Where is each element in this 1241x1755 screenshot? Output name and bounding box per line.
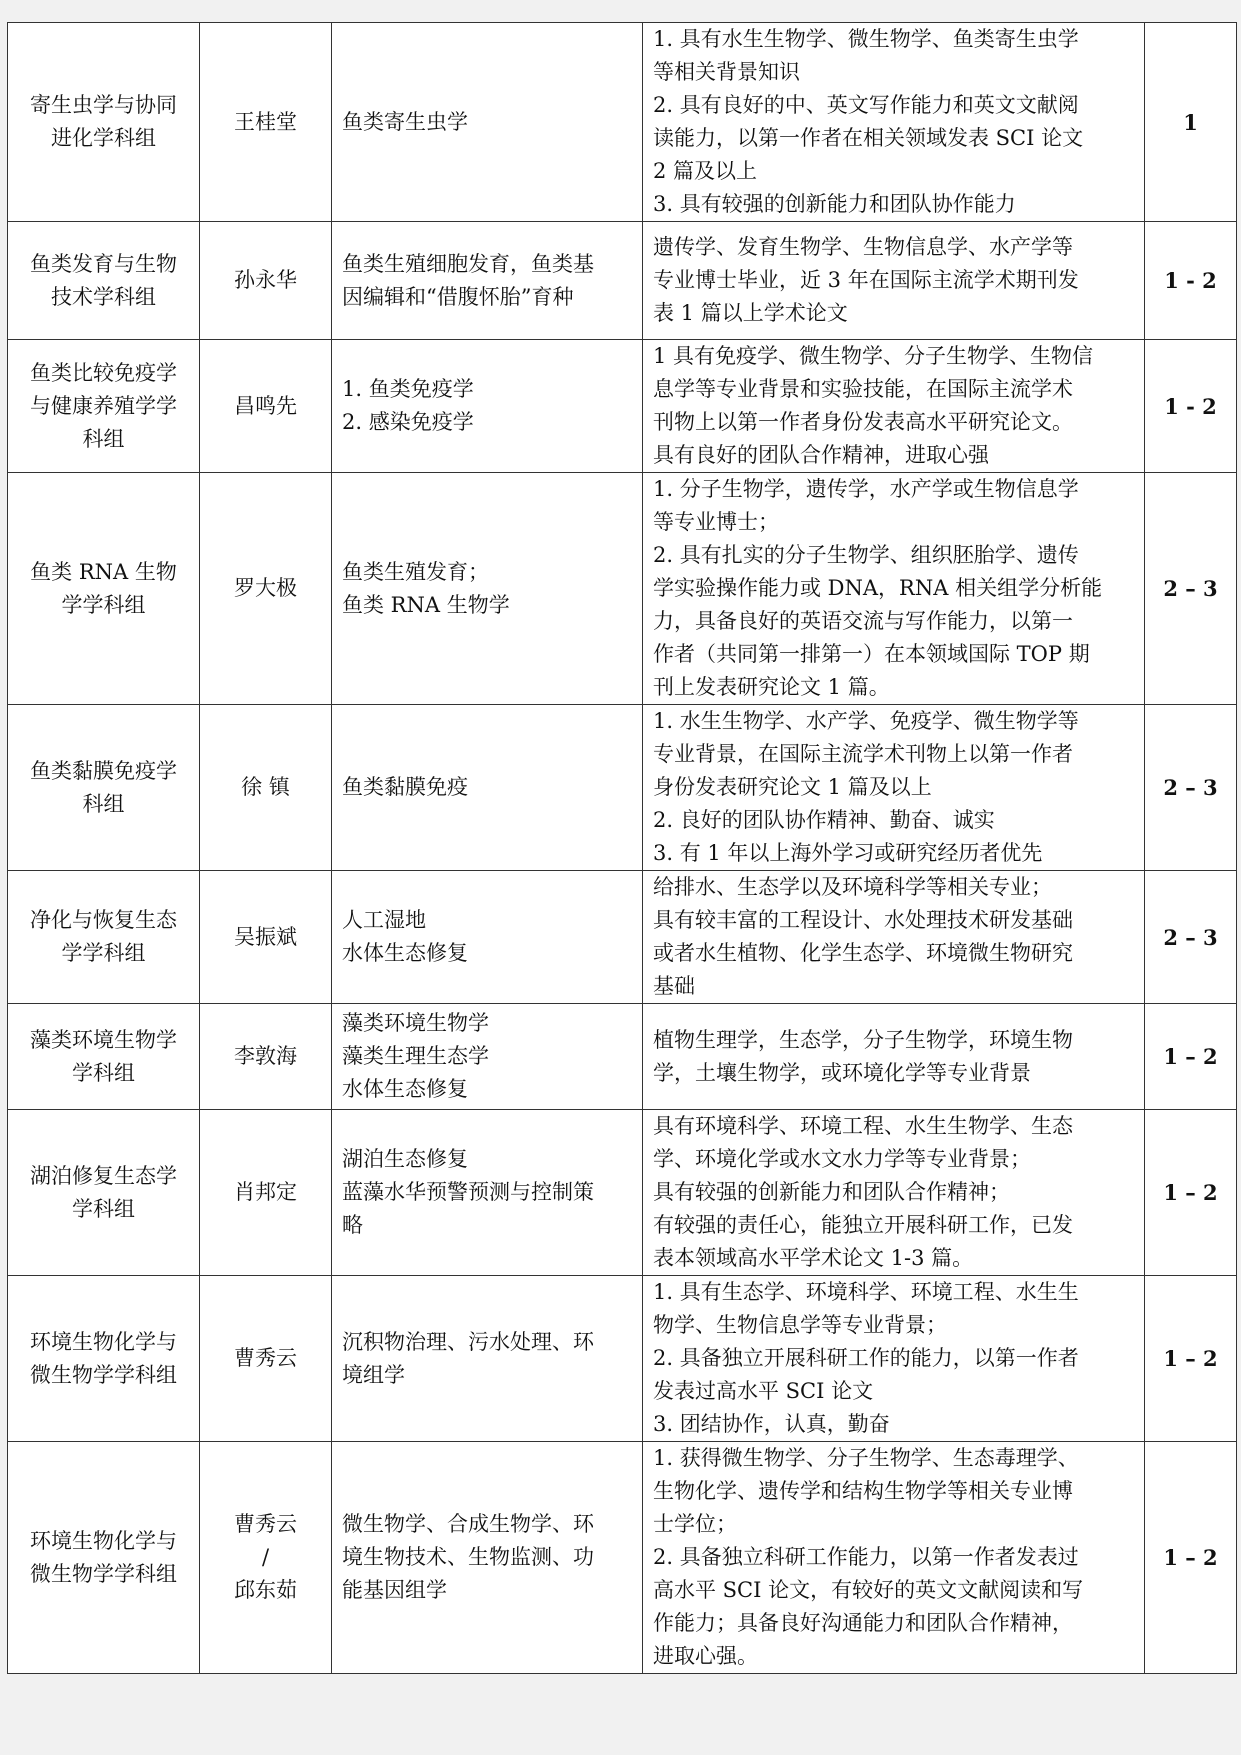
direction-cell-line: 能基因组学 xyxy=(342,1578,447,1602)
direction-cell-line: 1. 鱼类免疫学 xyxy=(342,377,474,401)
requirements-cell-line: 进取心强。 xyxy=(653,1644,758,1668)
group-cell-line: 鱼类 RNA 生物 xyxy=(30,559,177,584)
requirements-cell-line: 1. 具有水生生物学、微生物学、鱼类寄生虫学 xyxy=(653,27,1079,51)
group-cell xyxy=(8,222,200,340)
direction-cell-line: 鱼类黏膜免疫 xyxy=(342,775,468,799)
direction-cell-line: 沉积物治理、污水处理、环 xyxy=(342,1329,594,1354)
requirements-cell-line: 学，土壤生物学，或环境化学等专业背景 xyxy=(653,1060,1031,1085)
requirements-cell-line: 力，具备良好的英语交流与写作能力，以第一 xyxy=(653,609,1073,633)
requirements-cell-line: 具有环境科学、环境工程、水生生物学、生态 xyxy=(653,1114,1073,1138)
requirements-cell-line: 给排水、生态学以及环境科学等相关专业； xyxy=(653,875,1052,899)
direction-cell xyxy=(332,871,643,1004)
requirements-cell xyxy=(643,222,1145,340)
direction-cell xyxy=(332,222,643,340)
requirements-cell-line: 2. 具备独立科研工作能力，以第一作者发表过 xyxy=(653,1545,1079,1569)
recruitment-table xyxy=(7,22,1237,1674)
group-cell xyxy=(8,1004,200,1110)
requirements-cell-line: 1. 分子生物学，遗传学，水产学或生物信息学 xyxy=(653,477,1079,501)
requirements-cell-line: 学实验操作能力或 DNA，RNA 相关组学分析能 xyxy=(653,576,1103,600)
direction-cell-line: 2. 感染免疫学 xyxy=(342,410,474,434)
requirements-cell-line: 2. 具有扎实的分子生物学、组织胚胎学、遗传 xyxy=(653,543,1079,567)
group-cell xyxy=(8,871,200,1004)
headcount-cell: 1 - 2 xyxy=(1145,222,1237,340)
pi-cell xyxy=(200,222,332,340)
headcount-cell: 1 – 2 xyxy=(1145,1276,1237,1442)
requirements-cell xyxy=(643,871,1145,1004)
requirements-cell xyxy=(643,473,1145,705)
requirements-cell-line: 等专业博士； xyxy=(653,510,779,534)
requirements-cell xyxy=(643,1110,1145,1276)
requirements-cell-line: 刊上发表研究论文 1 篇。 xyxy=(653,675,890,699)
requirements-cell-line: 刊物上以第一作者身份发表高水平研究论文。 xyxy=(653,410,1073,434)
pi-cell xyxy=(200,705,332,871)
group-cell-line: 微生物学学科组 xyxy=(30,1561,177,1586)
requirements-cell-line: 3. 具有较强的创新能力和团队协作能力 xyxy=(653,192,1016,216)
group-cell xyxy=(8,23,200,222)
table-row xyxy=(8,1004,1237,1110)
requirements-cell-line: 专业背景，在国际主流学术刊物上以第一作者 xyxy=(653,742,1073,766)
pi-cell-line: 王桂堂 xyxy=(234,109,297,134)
requirements-cell-line: 或者水生植物、化学生态学、环境微生物研究 xyxy=(653,941,1073,965)
group-cell-line: 寄生虫学与协同 xyxy=(30,93,177,117)
group-cell xyxy=(8,340,200,473)
group-cell xyxy=(8,473,200,705)
requirements-cell-line: 士学位； xyxy=(653,1512,737,1536)
headcount-cell: 1 – 2 xyxy=(1145,1004,1237,1110)
requirements-cell xyxy=(643,1442,1145,1674)
table-row xyxy=(8,705,1237,871)
headcount-cell: 1 - 2 xyxy=(1145,340,1237,473)
direction-cell xyxy=(332,1110,643,1276)
direction-cell-line: 藻类环境生物学 xyxy=(342,1011,489,1035)
table-row xyxy=(8,340,1237,473)
pi-cell-line: 邱东茹 xyxy=(234,1578,297,1602)
requirements-cell-line: 读能力，以第一作者在相关领域发表 SCI 论文 xyxy=(653,126,1084,150)
group-cell xyxy=(8,1110,200,1276)
group-cell-line: 学科组 xyxy=(72,1060,135,1085)
group-cell xyxy=(8,1442,200,1674)
requirements-cell-line: 身份发表研究论文 1 篇及以上 xyxy=(653,775,932,799)
direction-cell-line: 藻类生理生态学 xyxy=(342,1044,489,1068)
requirements-cell-line: 具有较强的创新能力和团队合作精神； xyxy=(653,1180,1010,1204)
direction-cell-line: 人工湿地 xyxy=(342,908,426,932)
pi-cell-line: 肖邦定 xyxy=(234,1180,297,1204)
pi-cell-line: 徐 镇 xyxy=(241,775,290,799)
direction-cell xyxy=(332,473,643,705)
requirements-cell-line: 作能力；具备良好沟通能力和团队合作精神， xyxy=(653,1611,1073,1635)
group-cell-line: 鱼类比较免疫学 xyxy=(30,360,177,385)
requirements-cell-line: 2. 良好的团队协作精神、勤奋、诚实 xyxy=(653,808,995,832)
requirements-cell-line: 等相关背景知识 xyxy=(653,60,800,84)
direction-cell xyxy=(332,340,643,473)
pi-cell-line: 昌鸣先 xyxy=(234,393,297,418)
requirements-cell-line: 1 具有免疫学、微生物学、分子生物学、生物信 xyxy=(653,344,1094,368)
requirements-cell-line: 1. 获得微生物学、分子生物学、生态毒理学、 xyxy=(653,1446,1079,1470)
requirements-cell xyxy=(643,340,1145,473)
headcount-cell: 1 xyxy=(1145,23,1237,222)
headcount-cell: 2 – 3 xyxy=(1145,871,1237,1004)
direction-cell-line: 境组学 xyxy=(342,1362,405,1387)
pi-cell-line: 孙永华 xyxy=(234,268,297,292)
group-cell-line: 微生物学学科组 xyxy=(30,1362,177,1387)
group-cell-line: 藻类环境生物学 xyxy=(30,1027,177,1052)
direction-cell-line: 水体生态修复 xyxy=(342,941,468,965)
pi-cell xyxy=(200,1004,332,1110)
requirements-cell-line: 学、环境化学或水文水力学等专业背景； xyxy=(653,1147,1031,1171)
direction-cell xyxy=(332,705,643,871)
direction-cell-line: 鱼类 RNA 生物学 xyxy=(342,592,510,617)
group-cell-line: 学学科组 xyxy=(61,592,146,617)
direction-cell-line: 蓝藻水华预警预测与控制策 xyxy=(342,1180,594,1204)
requirements-cell-line: 1. 具有生态学、环境科学、环境工程、水生生 xyxy=(653,1280,1079,1304)
requirements-cell-line: 基础 xyxy=(653,974,695,998)
requirements-cell xyxy=(643,705,1145,871)
direction-cell xyxy=(332,1004,643,1110)
direction-cell xyxy=(332,1442,643,1674)
table-row xyxy=(8,23,1237,222)
requirements-cell-line: 发表过高水平 SCI 论文 xyxy=(653,1379,874,1403)
pi-cell xyxy=(200,473,332,705)
table-row xyxy=(8,222,1237,340)
requirements-cell-line: 2. 具备独立开展科研工作的能力，以第一作者 xyxy=(653,1346,1079,1370)
group-cell-line: 环境生物化学与 xyxy=(30,1528,177,1553)
requirements-cell-line: 高水平 SCI 论文，有较好的英文文献阅读和写 xyxy=(653,1578,1084,1602)
requirements-cell-line: 1. 水生生物学、水产学、免疫学、微生物学等 xyxy=(653,709,1079,733)
pi-cell xyxy=(200,23,332,222)
pi-cell xyxy=(200,1442,332,1674)
direction-cell-line: 境生物技术、生物监测、功 xyxy=(342,1545,594,1569)
headcount-cell: 1 – 2 xyxy=(1145,1442,1237,1674)
pi-cell xyxy=(200,871,332,1004)
requirements-cell-line: 具有较丰富的工程设计、水处理技术研发基础 xyxy=(653,908,1073,932)
headcount-cell: 2 – 3 xyxy=(1145,473,1237,705)
group-cell-line: 科组 xyxy=(82,426,125,451)
group-cell-line: 学科组 xyxy=(72,1196,135,1221)
group-cell-line: 环境生物化学与 xyxy=(30,1329,177,1354)
direction-cell-line: 湖泊生态修复 xyxy=(342,1147,468,1171)
requirements-cell-line: 3. 有 1 年以上海外学习或研究经历者优先 xyxy=(653,841,1043,865)
requirements-cell-line: 有较强的责任心，能独立开展科研工作，已发 xyxy=(653,1213,1073,1237)
group-cell-line: 与健康养殖学学 xyxy=(30,393,177,418)
table-body xyxy=(8,23,1237,1674)
group-cell-line: 净化与恢复生态 xyxy=(30,908,177,932)
requirements-cell-line: 2 篇及以上 xyxy=(653,159,758,183)
direction-cell-line: 因编辑和“借腹怀胎”育种 xyxy=(342,284,574,309)
requirements-cell xyxy=(643,23,1145,222)
table-row xyxy=(8,1442,1237,1674)
headcount-cell: 1 – 2 xyxy=(1145,1110,1237,1276)
requirements-cell-line: 遗传学、发育生物学、生物信息学、水产学等 xyxy=(653,235,1073,259)
direction-cell-line: 略 xyxy=(342,1213,363,1237)
direction-cell-line: 鱼类生殖细胞发育，鱼类基 xyxy=(342,251,594,276)
requirements-cell-line: 具有良好的团队合作精神，进取心强 xyxy=(653,443,989,467)
requirements-cell-line: 表本领域高水平学术论文 1-3 篇。 xyxy=(653,1246,974,1270)
pi-cell-line: 曹秀云 xyxy=(234,1346,297,1370)
group-cell-line: 鱼类发育与生物 xyxy=(30,251,177,276)
group-cell-line: 科组 xyxy=(82,791,125,816)
requirements-cell-line: 生物化学、遗传学和结构生物学等相关专业博 xyxy=(653,1479,1073,1503)
pi-cell xyxy=(200,1276,332,1442)
pi-cell-line: 曹秀云 xyxy=(234,1512,297,1536)
direction-cell xyxy=(332,23,643,222)
requirements-cell-line: 植物生理学，生态学，分子生物学，环境生物 xyxy=(653,1027,1073,1052)
group-cell-line: 湖泊修复生态学 xyxy=(30,1163,177,1188)
pi-cell-line: 吴振斌 xyxy=(234,924,297,949)
group-cell-line: 鱼类黏膜免疫学 xyxy=(30,758,177,783)
requirements-cell-line: 专业博士毕业，近 3 年在国际主流学术期刊发 xyxy=(653,268,1079,292)
pi-cell-line: / xyxy=(261,1545,270,1569)
requirements-cell xyxy=(643,1276,1145,1442)
direction-cell-line: 鱼类生殖发育； xyxy=(342,559,489,584)
group-cell xyxy=(8,705,200,871)
table-row xyxy=(8,473,1237,705)
pi-cell-line: 罗大极 xyxy=(234,576,297,600)
direction-cell-line: 微生物学、合成生物学、环 xyxy=(342,1512,594,1536)
requirements-cell-line: 息学等专业背景和实验技能，在国际主流学术 xyxy=(653,377,1073,401)
group-cell-line: 学学科组 xyxy=(61,941,146,965)
table-row xyxy=(8,1110,1237,1276)
requirements-cell xyxy=(643,1004,1145,1110)
group-cell-line: 进化学科组 xyxy=(51,126,156,150)
requirements-cell-line: 表 1 篇以上学术论文 xyxy=(653,301,848,325)
pi-cell xyxy=(200,1110,332,1276)
pi-cell xyxy=(200,340,332,473)
requirements-cell-line: 2. 具有良好的中、英文写作能力和英文文献阅 xyxy=(653,93,1079,117)
requirements-cell-line: 物学、生物信息学等专业背景； xyxy=(653,1313,947,1337)
requirements-cell-line: 3. 团结协作，认真，勤奋 xyxy=(653,1412,890,1436)
table-row xyxy=(8,1276,1237,1442)
direction-cell-line: 鱼类寄生虫学 xyxy=(342,109,468,134)
requirements-cell-line: 作者（共同第一排第一）在本领域国际 TOP 期 xyxy=(653,642,1090,666)
pi-cell-line: 李敦海 xyxy=(234,1044,297,1068)
headcount-cell: 2 – 3 xyxy=(1145,705,1237,871)
group-cell xyxy=(8,1276,200,1442)
group-cell-line: 技术学科组 xyxy=(51,284,156,309)
table-row xyxy=(8,871,1237,1004)
direction-cell-line: 水体生态修复 xyxy=(342,1077,468,1101)
direction-cell xyxy=(332,1276,643,1442)
